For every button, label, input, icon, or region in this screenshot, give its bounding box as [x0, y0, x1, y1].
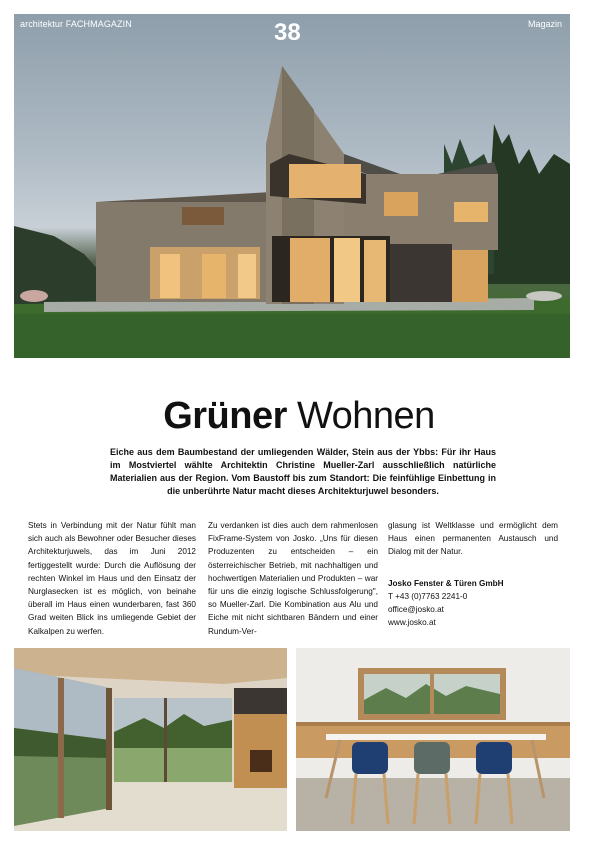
body-column-1: Stets in Verbindung mit der Natur fühlt man sich auch als Bewohner oder Besucher dieses Architekturjuwels, das im Juni 2012 fertiggestellt wurde: Durch die Auflösung der rechten Winkel im Haus und den Einsatz der Nurglasecken ist es möglich, von beinahe überall im Haus einen wunderbaren, fast 360 Grad weiten Blick ins umliegende Gebiet der Kalkalpen zu werfen.	[28, 521, 196, 636]
contact-block	[388, 577, 504, 629]
dining-room-photo	[296, 648, 570, 831]
interior-living-photo	[14, 648, 287, 831]
website-link[interactable]: www.josko.at	[388, 618, 436, 627]
title-light: Wohnen	[296, 395, 435, 437]
page-number: 38	[274, 19, 301, 46]
company-name: Josko Fenster & Türen GmbH	[388, 579, 504, 588]
interior-illustration	[14, 648, 287, 831]
phone-number: T +43 (0)7763 2241-0	[388, 592, 468, 601]
body-column-3: glasung ist Weltklasse und ermöglicht dem Haus einen permanenten Austausch und Dialog mit der Natur.	[388, 521, 558, 557]
email-address[interactable]: office@josko.at	[388, 605, 444, 614]
section-label: Magazin	[527, 19, 562, 29]
title-bold: Grüner	[163, 395, 287, 437]
hero-photo	[14, 14, 570, 358]
dining-illustration	[296, 648, 570, 831]
magazine-name: architektur FACHMAGAZIN	[20, 19, 132, 29]
house-exterior-illustration	[14, 14, 570, 358]
body-column-2: Zu verdanken ist dies auch dem rahmenlosen FixFrame-System von Josko. „Uns für diesen Produzenten zu entscheiden – ein österreichischer Betrieb, mit nachhaltigen und hochwertigen Materialien und Produkten – war für uns die einzig logische Schlussfolgerung", so Mueller-Zarl. Die Kombination aus Alu und Eiche mit nicht sichtbaren Bändern und einer Rundum-Ver-	[208, 521, 378, 636]
article-lead: Eiche aus dem Baumbestand der umliegenden Wälder, Stein aus der Ybbs: Für ihr Haus im Mostviertel wählte Architektin Christine Mueller-Zarl ausschließlich natürliche Materialien aus der Region. Vom Baustoff bis zum Standort: Die feinfühlige Einbettung in die unberührte Natur macht dieses Architekturjuwel besonders.	[110, 447, 496, 496]
article-title	[0, 394, 598, 438]
